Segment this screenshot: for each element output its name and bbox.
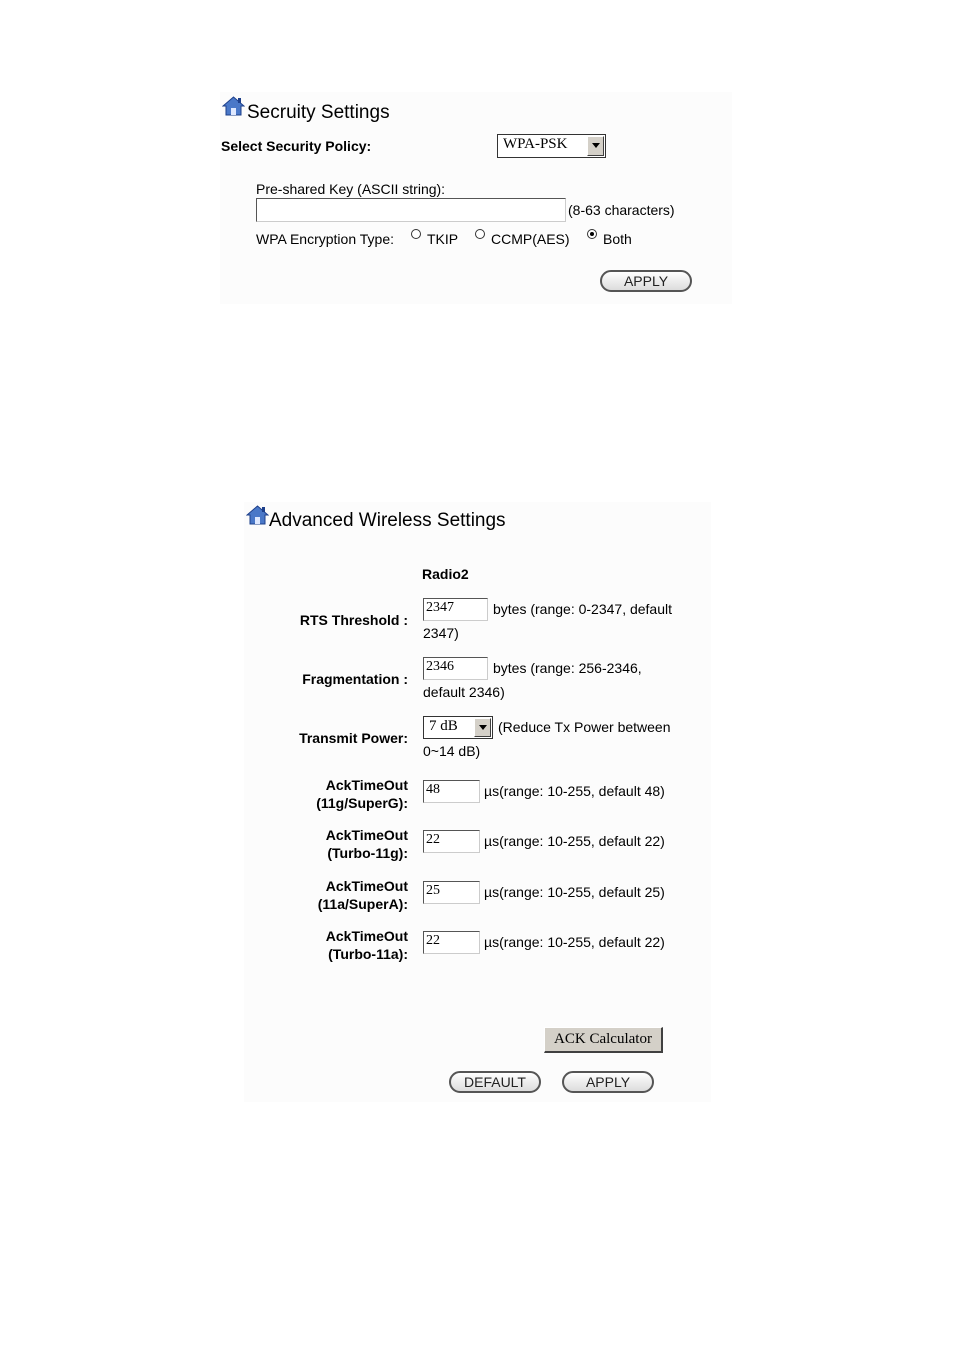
rts-label: RTS Threshold :: [299, 612, 408, 628]
ack-label-line1: AckTimeOut: [325, 878, 408, 894]
radio-ccmp-label: CCMP(AES): [491, 231, 570, 247]
ack-label: [318, 877, 408, 913]
radio2-header: Radio2: [422, 566, 469, 582]
default-button[interactable]: DEFAULT: [449, 1071, 541, 1093]
ack-label: [326, 826, 408, 862]
policy-select[interactable]: [497, 134, 606, 158]
ack-label-line1: AckTimeOut: [325, 827, 408, 843]
rts-input[interactable]: 2347: [423, 598, 488, 621]
ack-input-turbo-11a[interactable]: 22: [423, 931, 480, 954]
home-icon: [246, 505, 269, 525]
rts-hint-line2: 2347): [423, 625, 459, 641]
home-icon: [222, 96, 245, 116]
policy-select-value: WPA-PSK: [503, 136, 568, 152]
ack-label-line2: (11a/SuperA):: [317, 896, 408, 912]
ack-label-line1: AckTimeOut: [325, 777, 408, 793]
enc-label: WPA Encryption Type:: [256, 231, 394, 247]
rts-hint: bytes (range: 0-2347, default: [493, 601, 673, 617]
ack-label: [326, 927, 408, 963]
radio-both[interactable]: [587, 229, 597, 239]
psk-label: Pre-shared Key (ASCII string):: [256, 181, 446, 197]
psk-input[interactable]: [256, 198, 566, 222]
policy-label: Select Security Policy:: [221, 138, 372, 154]
ack-calculator-button[interactable]: ACK Calculator: [544, 1027, 663, 1053]
radio-ccmp[interactable]: [475, 229, 485, 239]
ack-label-line2: (Turbo-11a):: [328, 946, 408, 962]
ack-input-turbo-11g[interactable]: 22: [423, 830, 480, 853]
ack-label-line1: AckTimeOut: [325, 928, 408, 944]
ack-hint: µs(range: 10-255, default 22): [484, 833, 665, 849]
radio-tkip-label: TKIP: [427, 231, 459, 247]
radio-tkip[interactable]: [411, 229, 421, 239]
ack-label-line2: (Turbo-11g):: [327, 845, 408, 861]
frag-hint: bytes (range: 256-2346,: [493, 660, 642, 676]
ack-hint: µs(range: 10-255, default 48): [484, 783, 665, 799]
security-apply-button[interactable]: APPLY: [600, 270, 692, 292]
power-select[interactable]: [423, 716, 493, 739]
ack-input-11g-superg[interactable]: 48: [423, 780, 480, 803]
advanced-title: Advanced Wireless Settings: [269, 510, 506, 531]
ack-hint: µs(range: 10-255, default 22): [484, 934, 665, 950]
chevron-down-icon[interactable]: [474, 718, 491, 737]
power-select-value: 7 dB: [429, 718, 458, 734]
security-title: Secruity Settings: [247, 102, 390, 123]
radio-both-label: Both: [603, 231, 632, 247]
power-label: Transmit Power:: [299, 730, 408, 746]
frag-label: Fragmentation :: [302, 671, 408, 687]
frag-hint-line2: default 2346): [423, 684, 505, 700]
ack-label: [316, 776, 408, 812]
ack-hint: µs(range: 10-255, default 25): [484, 884, 665, 900]
psk-hint: (8-63 characters): [568, 202, 675, 218]
power-hint-line2: 0~14 dB): [423, 743, 481, 759]
frag-input[interactable]: 2346: [423, 657, 488, 680]
advanced-apply-button[interactable]: APPLY: [562, 1071, 654, 1093]
ack-label-line2: (11g/SuperG):: [316, 795, 408, 811]
chevron-down-icon[interactable]: [587, 136, 604, 156]
power-hint: (Reduce Tx Power between: [498, 719, 671, 735]
ack-input-11a-supera[interactable]: 25: [423, 881, 480, 904]
